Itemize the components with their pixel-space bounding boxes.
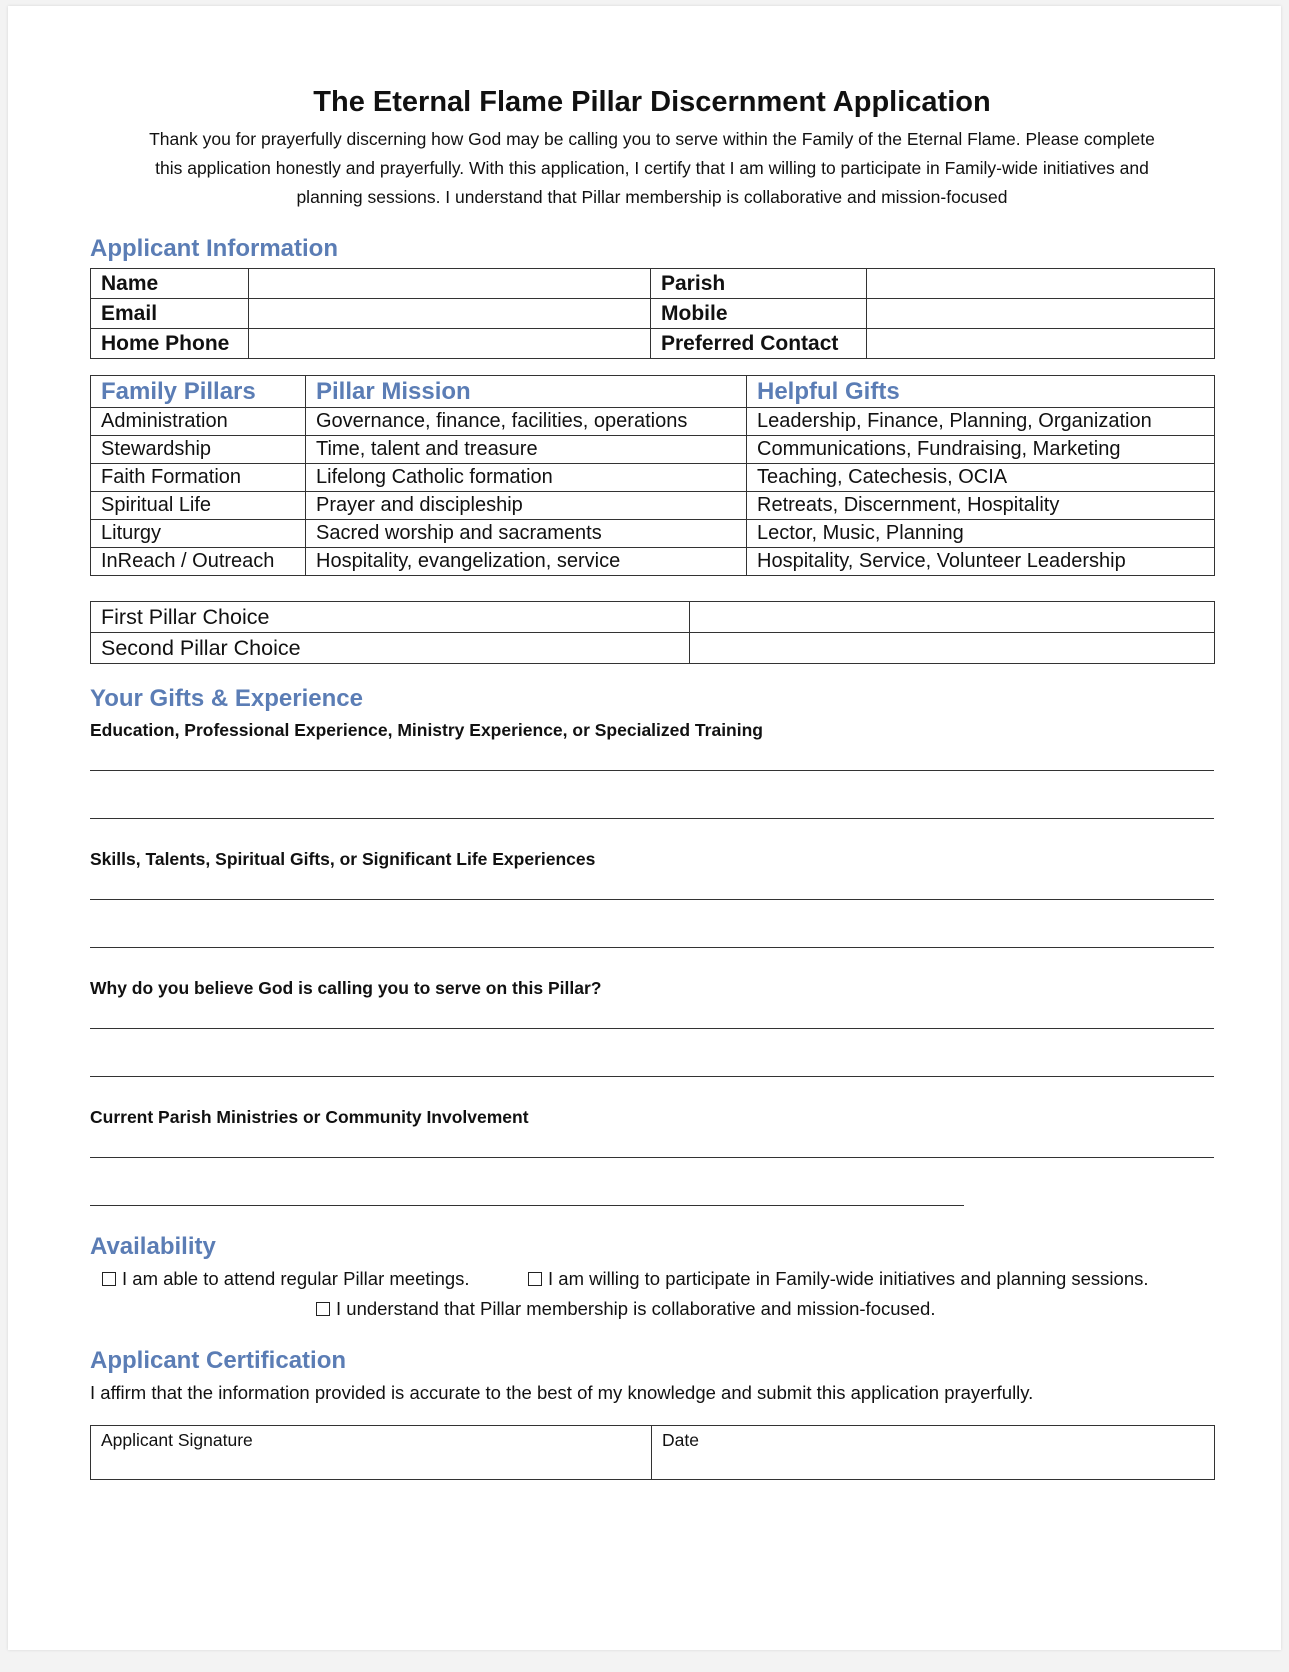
table-row (91, 548, 1215, 576)
home-phone-label: Home Phone (91, 329, 249, 359)
pillar-mission: Prayer and discipleship (306, 492, 747, 520)
home-phone-field[interactable] (249, 329, 651, 359)
email-label: Email (91, 299, 249, 329)
name-label: Name (91, 269, 249, 299)
intro-line-2: this application honestly and prayerfully. With this application, I certify that I am willing to participate in Family-wide initiatives and (155, 158, 1149, 178)
mobile-label: Mobile (651, 299, 867, 329)
form-content (90, 82, 1214, 1480)
pillar-mission: Governance, finance, facilities, operations (306, 408, 747, 436)
second-choice-label: Second Pillar Choice (91, 633, 690, 664)
table-row (91, 436, 1215, 464)
signature-label: Applicant Signature (101, 1430, 253, 1450)
header-family-pillars: Family Pillars (91, 376, 306, 408)
pillar-name: Stewardship (91, 436, 306, 464)
signature-field[interactable] (91, 1426, 652, 1480)
applicant-info-table (90, 268, 1215, 359)
table-row (91, 602, 1215, 633)
pillar-mission: Time, talent and treasure (306, 436, 747, 464)
mobile-field[interactable] (867, 299, 1215, 329)
pillars-table (90, 375, 1215, 576)
availability-option-initiatives[interactable] (528, 1266, 1149, 1292)
table-row (91, 464, 1215, 492)
parish-field[interactable] (867, 269, 1215, 299)
checkbox[interactable] (316, 1302, 330, 1316)
checkbox[interactable] (528, 1272, 542, 1286)
form-page (8, 6, 1281, 1650)
availability-heading: Availability (90, 1233, 216, 1260)
availability-option-collaborative[interactable] (316, 1296, 936, 1322)
second-choice-field[interactable] (690, 633, 1215, 664)
first-choice-field[interactable] (690, 602, 1215, 633)
table-header-row (91, 376, 1215, 408)
question-skills: Skills, Talents, Spiritual Gifts, or Significant Life Experiences (90, 849, 596, 869)
table-row (91, 408, 1215, 436)
intro-line-1: Thank you for prayerfully discerning how God may be calling you to serve within the Family of the Eternal Flame. Please complete (149, 129, 1155, 149)
page-title: The Eternal Flame Pillar Discernment Application (313, 86, 991, 118)
table-row (91, 633, 1215, 664)
pillar-name: Spiritual Life (91, 492, 306, 520)
pillar-mission: Sacred worship and sacraments (306, 520, 747, 548)
table-row (91, 299, 1215, 329)
question-calling: Why do you believe God is calling you to serve on this Pillar? (90, 978, 602, 998)
availability-option-label: I understand that Pillar membership is collaborative and mission-focused. (336, 1298, 936, 1319)
table-row (91, 269, 1215, 299)
pillar-name: Administration (91, 408, 306, 436)
pillar-gifts: Hospitality, Service, Volunteer Leadership (747, 548, 1215, 576)
question-ministries: Current Parish Ministries or Community Involvement (90, 1107, 529, 1127)
certification-text: I affirm that the information provided is accurate to the best of my knowledge and submit this application prayerfully. (90, 1382, 1034, 1403)
question-education: Education, Professional Experience, Ministry Experience, or Specialized Training (90, 720, 763, 740)
availability-option-label: I am willing to participate in Family-wide initiatives and planning sessions. (548, 1268, 1149, 1289)
header-helpful-gifts: Helpful Gifts (747, 376, 1215, 408)
preferred-contact-field[interactable] (867, 329, 1215, 359)
availability-option-meetings[interactable] (102, 1266, 470, 1292)
checkbox[interactable] (102, 1272, 116, 1286)
pillar-name: InReach / Outreach (91, 548, 306, 576)
intro-line-3: planning sessions. I understand that Pillar membership is collaborative and mission-focused (296, 187, 1008, 207)
availability-option-label: I am able to attend regular Pillar meetings. (122, 1268, 470, 1289)
pillar-gifts: Retreats, Discernment, Hospitality (747, 492, 1215, 520)
gifts-heading: Your Gifts & Experience (90, 685, 363, 712)
pillar-mission: Hospitality, evangelization, service (306, 548, 747, 576)
name-field[interactable] (249, 269, 651, 299)
table-row (91, 1426, 1215, 1480)
table-row (91, 520, 1215, 548)
date-field[interactable] (652, 1426, 1215, 1480)
pillar-name: Faith Formation (91, 464, 306, 492)
header-pillar-mission: Pillar Mission (306, 376, 747, 408)
applicant-info-heading: Applicant Information (90, 235, 338, 262)
certification-heading: Applicant Certification (90, 1347, 347, 1374)
availability-row-1 (90, 1266, 1214, 1296)
availability-row-2 (90, 1296, 1214, 1326)
pillar-gifts: Leadership, Finance, Planning, Organization (747, 408, 1215, 436)
pillar-gifts: Lector, Music, Planning (747, 520, 1215, 548)
preferred-contact-label: Preferred Contact (651, 329, 867, 359)
pillar-mission: Lifelong Catholic formation (306, 464, 747, 492)
pillar-choice-table (90, 601, 1215, 664)
first-choice-label: First Pillar Choice (91, 602, 690, 633)
table-row (91, 329, 1215, 359)
pillar-gifts: Teaching, Catechesis, OCIA (747, 464, 1215, 492)
pillar-gifts: Communications, Fundraising, Marketing (747, 436, 1215, 464)
pillar-name: Liturgy (91, 520, 306, 548)
email-field[interactable] (249, 299, 651, 329)
parish-label: Parish (651, 269, 867, 299)
date-label: Date (662, 1430, 699, 1450)
signature-table (90, 1425, 1215, 1480)
table-row (91, 492, 1215, 520)
